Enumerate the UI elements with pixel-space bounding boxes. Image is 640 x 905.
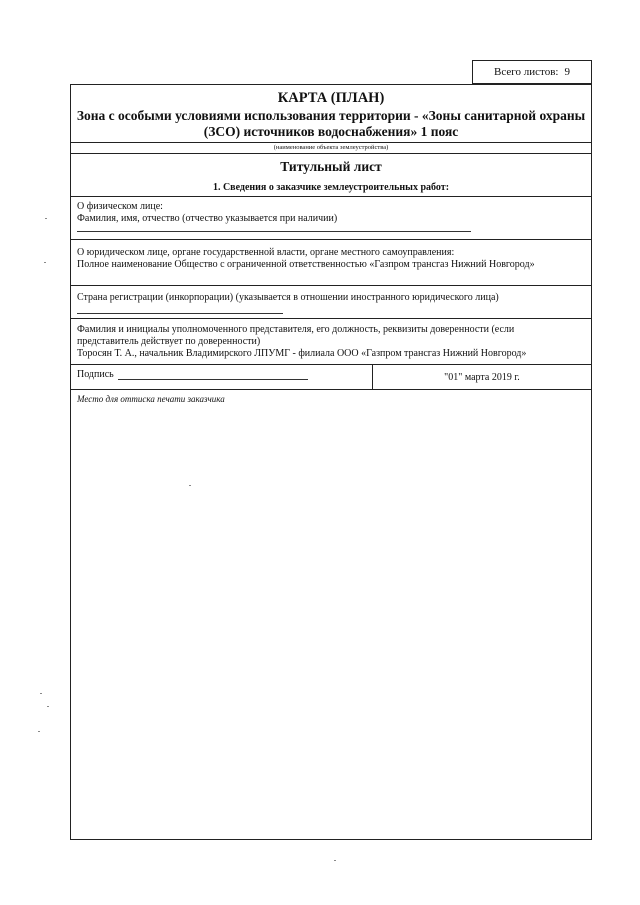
object-name-line-2: (ЗСО) источников водоснабжения» 1 пояс <box>203 124 459 139</box>
country-section <box>71 286 591 319</box>
signature-label: Подпись <box>77 369 114 380</box>
scan-speck <box>45 218 47 219</box>
signature-cell <box>71 365 373 389</box>
legal-entity-name: Полное наименование Общество с ограниченной ответственностью «Газпром трансгаз Нижний Новгород» <box>77 259 535 270</box>
title-block <box>71 85 591 154</box>
country-line <box>77 304 283 314</box>
scan-speck <box>47 706 49 707</box>
scan-speck <box>44 262 46 263</box>
representative-label-2: представитель действует по доверенности) <box>77 336 261 347</box>
scan-speck <box>38 731 40 732</box>
sheet-title: Титульный лист <box>280 159 382 174</box>
scan-speck <box>40 693 42 694</box>
sheets-count: 9 <box>564 66 570 78</box>
document-title: КАРТА (ПЛАН) <box>277 90 385 106</box>
document-frame <box>70 84 592 840</box>
representative-section <box>71 319 591 365</box>
stamp-area-note: Место для оттиска печати заказчика <box>77 394 225 404</box>
sheet-title-block <box>71 154 591 197</box>
signature-row <box>71 365 591 390</box>
customer-section-heading: 1. Сведения о заказчике землеустроительных работ: <box>212 182 450 193</box>
scan-speck <box>334 860 336 861</box>
object-name-caption: (наименование объекта землеустройства) <box>71 142 591 152</box>
sheets-count-box <box>472 60 592 84</box>
scan-speck <box>189 485 191 486</box>
signature-line <box>118 369 308 380</box>
legal-entity-label: О юридическом лице, органе государственной власти, органе местного самоуправления: <box>77 247 455 258</box>
representative-value: Торосян Т. А., начальник Владимирского ЛПУМГ - филиала ООО «Газпром трансгаз Нижний Новгород» <box>77 348 527 359</box>
signature-date: "01" марта 2019 г. <box>444 372 520 383</box>
individual-section <box>71 197 591 240</box>
individual-fio-line <box>77 225 471 232</box>
individual-label: О физическом лице: <box>77 201 163 212</box>
representative-label-1: Фамилия и инициалы уполномоченного представителя, его должность, реквизиты доверенности (если <box>77 324 515 335</box>
country-label: Страна регистрации (инкорпорации) (указывается в отношении иностранного юридического лица) <box>77 292 499 303</box>
individual-fio-label: Фамилия, имя, отчество (отчество указывается при наличии) <box>77 213 338 224</box>
legal-entity-section <box>71 240 591 286</box>
object-name-line-1: Зона с особыми условиями использования территории - «Зоны санитарной охраны <box>76 108 586 123</box>
sheets-label: Всего листов: <box>494 66 559 78</box>
